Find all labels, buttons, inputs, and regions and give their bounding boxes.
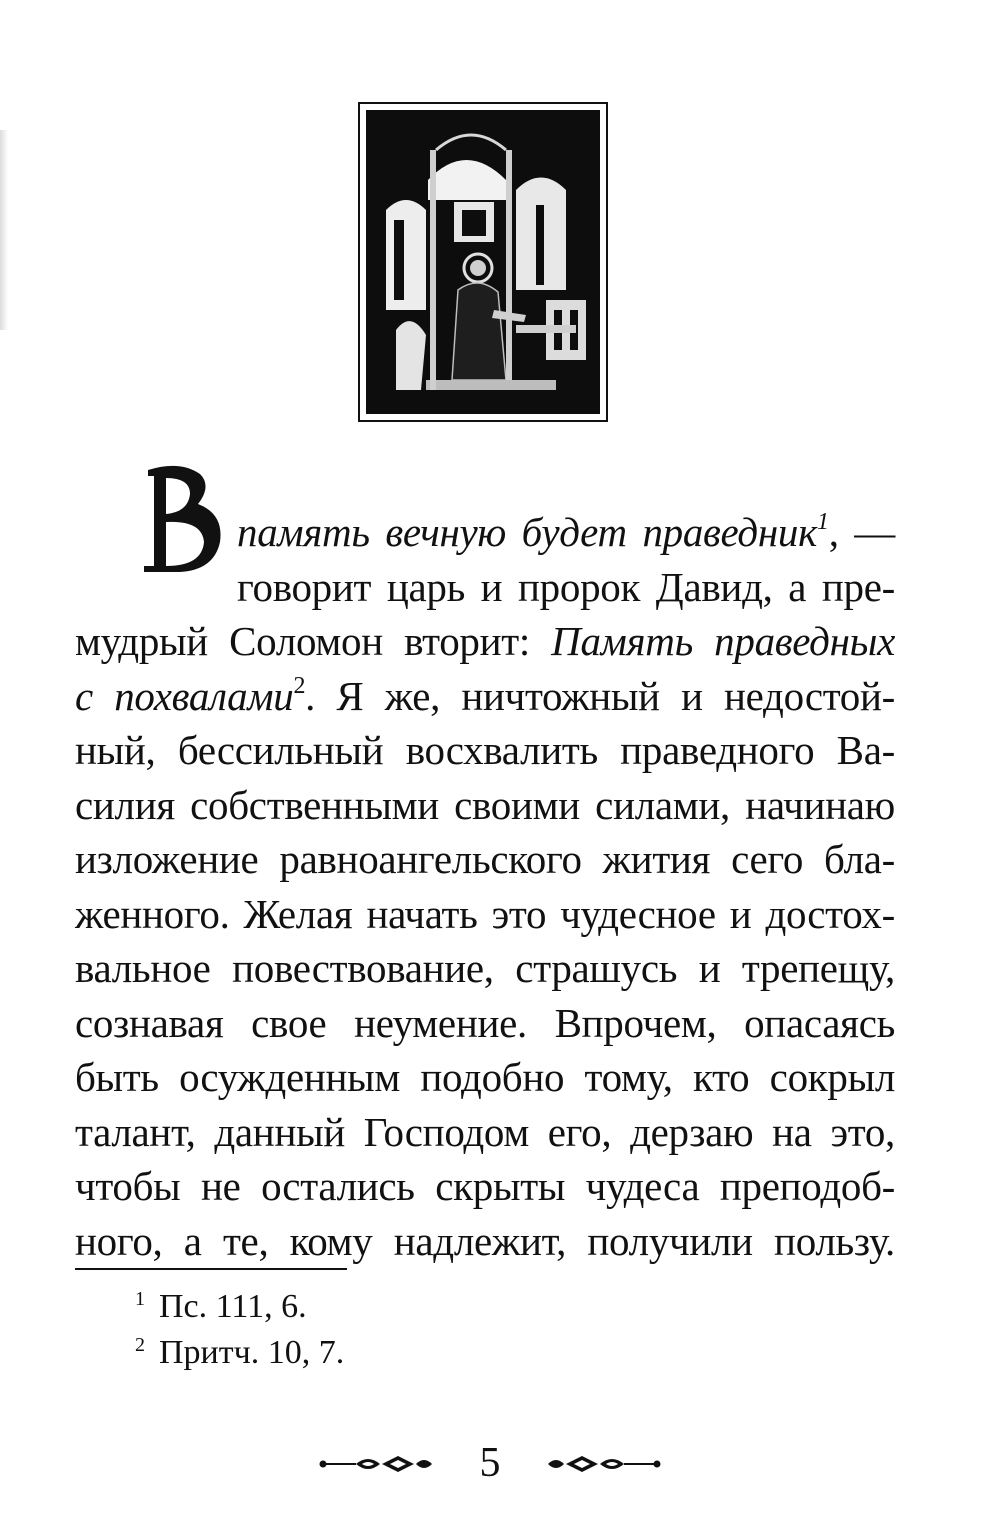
engraving-illustration xyxy=(358,102,608,422)
text-line: силия собственными своими силами, начинаю xyxy=(75,781,895,828)
text-line: талант, данный Господом его, дерзаю на это, xyxy=(75,1108,895,1155)
footnote-ref: 2 xyxy=(293,672,306,699)
footnote: $^1$ Пс. 111, 6. xyxy=(135,1288,307,1325)
text-line: ного, а те, кому надлежит, получили пользу. xyxy=(75,1217,895,1264)
text-line: ный, бессильный восхвалить праведного Ва- xyxy=(75,727,895,773)
folio-ornament-icon xyxy=(318,1450,438,1478)
text-line: с похвалами$^2$. Я же, ничтожный и недостой- xyxy=(75,672,895,719)
main-paragraph xyxy=(75,505,895,1268)
text-line: вальное повествование, страшусь и трепещу, xyxy=(75,945,895,991)
text-line: мудрый Соломон вторит: Память праведных xyxy=(75,618,895,664)
page-edge-shadow xyxy=(0,130,8,330)
svg-text:В: В xyxy=(140,462,141,463)
footnote-divider xyxy=(75,1268,347,1270)
folio-ornament-icon xyxy=(542,1450,662,1478)
page-number: 5 xyxy=(479,1440,501,1486)
text-line: быть осужденным подобно тому, кто сокрыл xyxy=(75,1054,895,1100)
text-line: говорит царь и пророк Давид, а пре- xyxy=(237,563,895,610)
footnote-ref: 1 xyxy=(816,509,829,536)
footnote: $^2$ Притч. 10, 7. xyxy=(135,1334,345,1371)
engraving-scribe-icon xyxy=(366,110,600,414)
folio xyxy=(0,1438,1000,1488)
text-line: память вечную будет праведник$^1$, — xyxy=(237,509,895,555)
text-line: чтобы не остались скрыты чудеса преподоб- xyxy=(75,1163,895,1209)
footnotes xyxy=(135,1286,344,1378)
text-line: изложение равноангельского жития сего бла- xyxy=(75,836,895,882)
text-line: сознавая свое неумение. Впрочем, опасаясь xyxy=(75,999,895,1046)
text-line: женного. Желая начать это чудесное и достох- xyxy=(75,890,895,937)
